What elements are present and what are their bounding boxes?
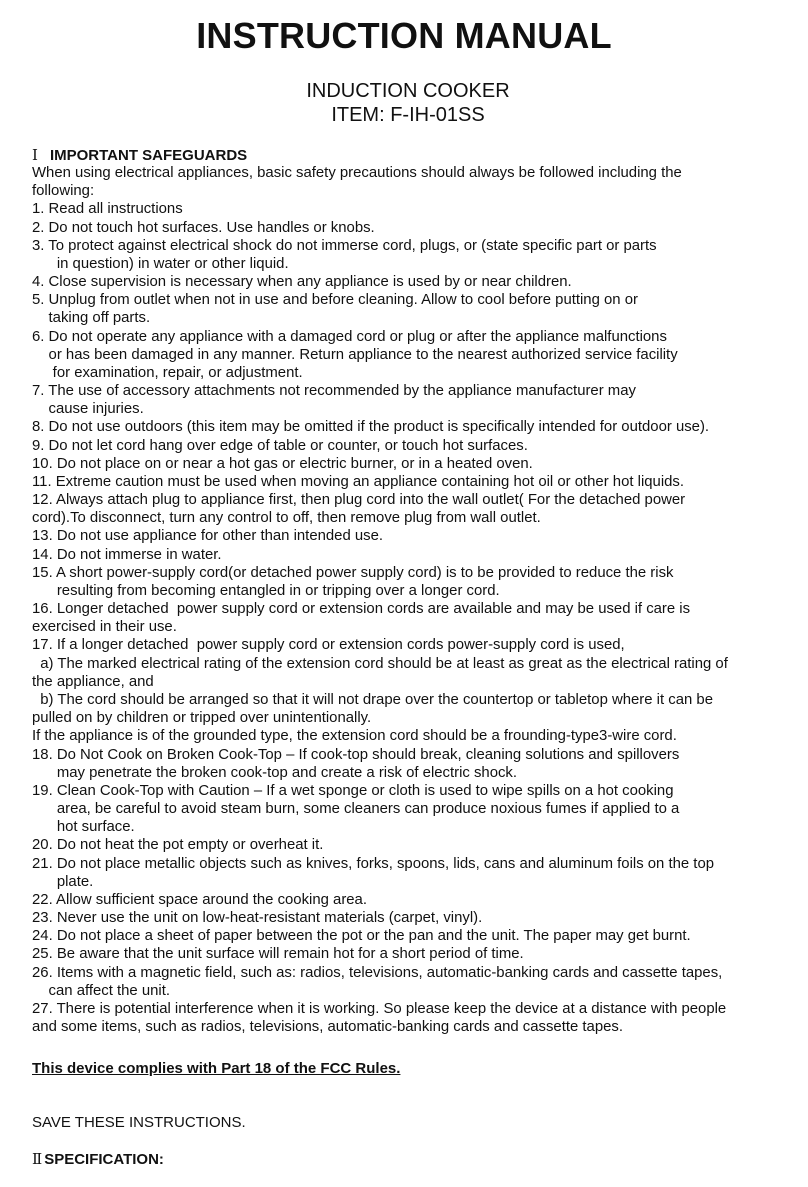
safeguard-line: If the appliance is of the grounded type, the extension cord should be a frounding-type3-wire cord.	[32, 728, 677, 745]
safeguard-line: and some items, such as radios, televisions, automatic-banking cards and cassette tapes.	[32, 1019, 623, 1036]
safeguard-line: hot surface.	[32, 819, 135, 836]
safeguard-line: 3. To protect against electrical shock do not immerse cord, plugs, or (state specific part or parts	[32, 237, 657, 254]
safeguard-line: 20. Do not heat the pot empty or overheat it.	[32, 837, 324, 854]
safeguard-line: 15. A short power-supply cord(or detached power supply cord) is to be provided to reduce the risk	[32, 564, 674, 581]
safeguard-line: 24. Do not place a sheet of paper between the pot or the pan and the unit. The paper may get burnt.	[32, 928, 691, 945]
save-instructions-note: SAVE THESE INSTRUCTIONS.	[32, 1114, 246, 1131]
section-heading-specification	[32, 1150, 164, 1169]
safeguard-line: in question) in water or other liquid.	[32, 255, 289, 272]
safeguard-line: 25. Be aware that the unit surface will remain hot for a short period of time.	[32, 946, 524, 963]
safeguard-line: 1. Read all instructions	[32, 201, 183, 218]
safeguard-line: 10. Do not place on or near a hot gas or electric burner, or in a heated oven.	[32, 455, 533, 472]
safeguard-line: 17. If a longer detached power supply cord or extension cords power-supply cord is used,	[32, 637, 625, 654]
safeguard-line: b) The cord should be arranged so that it will not drape over the countertop or tabletop where it can be	[32, 691, 713, 708]
safeguards-list	[32, 164, 782, 1036]
section-numeral: Ⅰ	[32, 146, 38, 164]
page-title: INSTRUCTION MANUAL	[196, 15, 612, 56]
product-name: INDUCTION COOKER	[306, 80, 510, 102]
fcc-notice: This device complies with Part 18 of the FCC Rules.	[32, 1060, 401, 1077]
safeguard-line: 14. Do not immerse in water.	[32, 546, 222, 563]
safeguard-line: area, be careful to avoid steam burn, some cleaners can produce noxious fumes if applied to a	[32, 801, 680, 818]
item-number: ITEM: F-IH-01SS	[331, 104, 485, 126]
safeguard-line: 5. Unplug from outlet when not in use and before cleaning. Allow to cool before putting on or	[32, 292, 638, 309]
safeguard-line: When using electrical appliances, basic safety precautions should always be followed including the	[32, 165, 682, 181]
safeguard-line: 18. Do Not Cook on Broken Cook-Top – If cook-top should break, cleaning solutions and spillovers	[32, 746, 680, 763]
safeguard-line: following:	[32, 183, 95, 200]
safeguard-line: 6. Do not operate any appliance with a damaged cord or plug or after the appliance malfunctions	[32, 328, 667, 345]
safeguard-line: 23. Never use the unit on low-heat-resistant materials (carpet, vinyl).	[32, 910, 483, 927]
section-title: SPECIFICATION:	[44, 1151, 164, 1168]
safeguard-line: 12. Always attach plug to appliance first, then plug cord into the wall outlet( For the detached power	[32, 492, 686, 509]
safeguard-line: 19. Clean Cook-Top with Caution – If a wet sponge or cloth is used to wipe spills on a hot cooking	[32, 782, 674, 799]
safeguard-line: taking off parts.	[32, 310, 151, 327]
safeguard-line: 21. Do not place metallic objects such as knives, forks, spoons, lids, cans and aluminum foils on the top	[32, 855, 715, 872]
safeguard-line: can affect the unit.	[32, 982, 170, 999]
section-title: IMPORTANT SAFEGUARDS	[49, 147, 248, 164]
safeguard-line: 27. There is potential interference when it is working. So please keep the device at a distance with people	[32, 1000, 727, 1017]
safeguard-line: 11. Extreme caution must be used when moving an appliance containing hot oil or other hot liquids.	[32, 473, 684, 490]
safeguard-line: 9. Do not let cord hang over edge of table or counter, or touch hot surfaces.	[32, 437, 528, 454]
safeguard-line: 22. Allow sufficient space around the cooking area.	[32, 891, 367, 908]
safeguard-line: 7. The use of accessory attachments not recommended by the appliance manufacturer may	[32, 383, 636, 400]
safeguard-line: or has been damaged in any manner. Return appliance to the nearest authorized service facility	[32, 346, 678, 363]
safeguard-line: exercised in their use.	[32, 619, 177, 636]
safeguard-line: 2. Do not touch hot surfaces. Use handles or knobs.	[32, 219, 375, 236]
safeguard-line: a) The marked electrical rating of the extension cord should be at least as great as the electrical rating of	[32, 655, 728, 672]
safeguard-line: may penetrate the broken cook-top and create a risk of electric shock.	[32, 764, 518, 781]
safeguard-line: pulled on by children or tripped over unintentionally.	[32, 710, 372, 727]
safeguard-line: plate.	[32, 873, 94, 890]
safeguard-line: 16. Longer detached power supply cord or extension cords are available and may be used if care is	[32, 601, 691, 618]
safeguard-line: the appliance, and	[32, 673, 154, 690]
safeguard-line: for examination, repair, or adjustment.	[32, 364, 303, 381]
safeguard-line: cord).To disconnect, turn any control to off, then remove plug from wall outlet.	[32, 510, 541, 527]
safeguard-line: cause injuries.	[32, 401, 144, 418]
safeguard-line: 26. Items with a magnetic field, such as: radios, televisions, automatic-banking cards and cassette tapes,	[32, 964, 723, 981]
safeguard-line: 4. Close supervision is necessary when any appliance is used by or near children.	[32, 274, 572, 291]
safeguard-line: resulting from becoming entangled in or tripping over a longer cord.	[32, 582, 500, 599]
safeguard-line: 8. Do not use outdoors (this item may be omitted if the product is specifically intended for outdoor use).	[32, 419, 710, 436]
safeguard-line: 13. Do not use appliance for other than intended use.	[32, 528, 384, 545]
section-numeral: Ⅱ	[32, 1150, 43, 1168]
section-heading-safeguards	[32, 146, 247, 165]
